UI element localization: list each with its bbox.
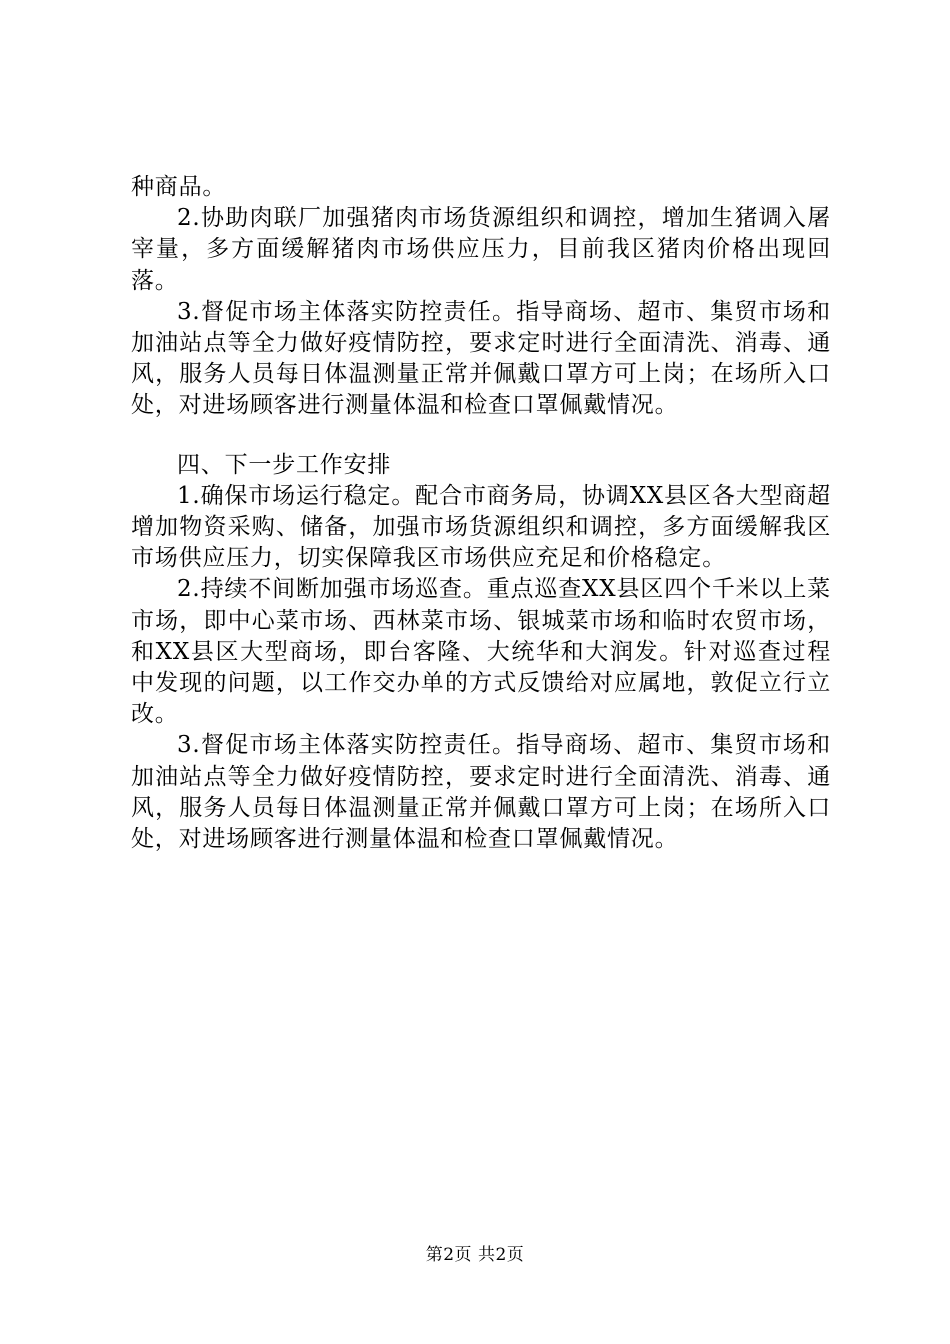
paragraph-market-inspection: 2.持续不间断加强市场巡查。重点巡查XX县区四个千米以上菜市场，即中心菜市场、西林菜市场、银城菜市场和临时农贸市场，和XX县区大型商场，即台客隆、大统华和大润发。针对巡查过程中发现的问题，以工作交办单的方式反馈给对应属地，敦促立行立改。 [131, 576, 831, 728]
document-body [131, 172, 831, 855]
paragraph-pork-supply: 2.协助肉联厂加强猪肉市场货源组织和调控，增加生猪调入屠宰量，多方面缓解猪肉市场供应压力，目前我区猪肉价格出现回落。 [131, 205, 831, 294]
section-heading: 四、下一步工作安排 [177, 451, 392, 478]
paragraph-prevention-responsibility-2: 3.督促市场主体落实防控责任。指导商场、超市、集贸市场和加油站点等全力做好疫情防控，要求定时进行全面清洗、消毒、通风，服务人员每日体温测量正常并佩戴口罩方可上岗；在场所入口处，对进场顾客进行测量体温和检查口罩佩戴情况。 [131, 732, 831, 853]
continuation-paragraph: 种商品。 [131, 174, 227, 200]
paragraph-market-stability: 1.确保市场运行稳定。配合市商务局，协调XX县区各大型商超增加物资采购、储备，加强市场货源组织和调控，多方面缓解我区市场供应压力，切实保障我区市场供应充足和价格稳定。 [131, 482, 831, 572]
paragraph-prevention-responsibility: 3.督促市场主体落实防控责任。指导商场、超市、集贸市场和加油站点等全力做好疫情防控，要求定时进行全面清洗、消毒、通风，服务人员每日体温测量正常并佩戴口罩方可上岗；在场所入口处，对进场顾客进行测量体温和检查口罩佩戴情况。 [131, 298, 831, 419]
page-footer: 第2页 共2页 [425, 1245, 525, 1265]
section-spacer [131, 422, 831, 450]
